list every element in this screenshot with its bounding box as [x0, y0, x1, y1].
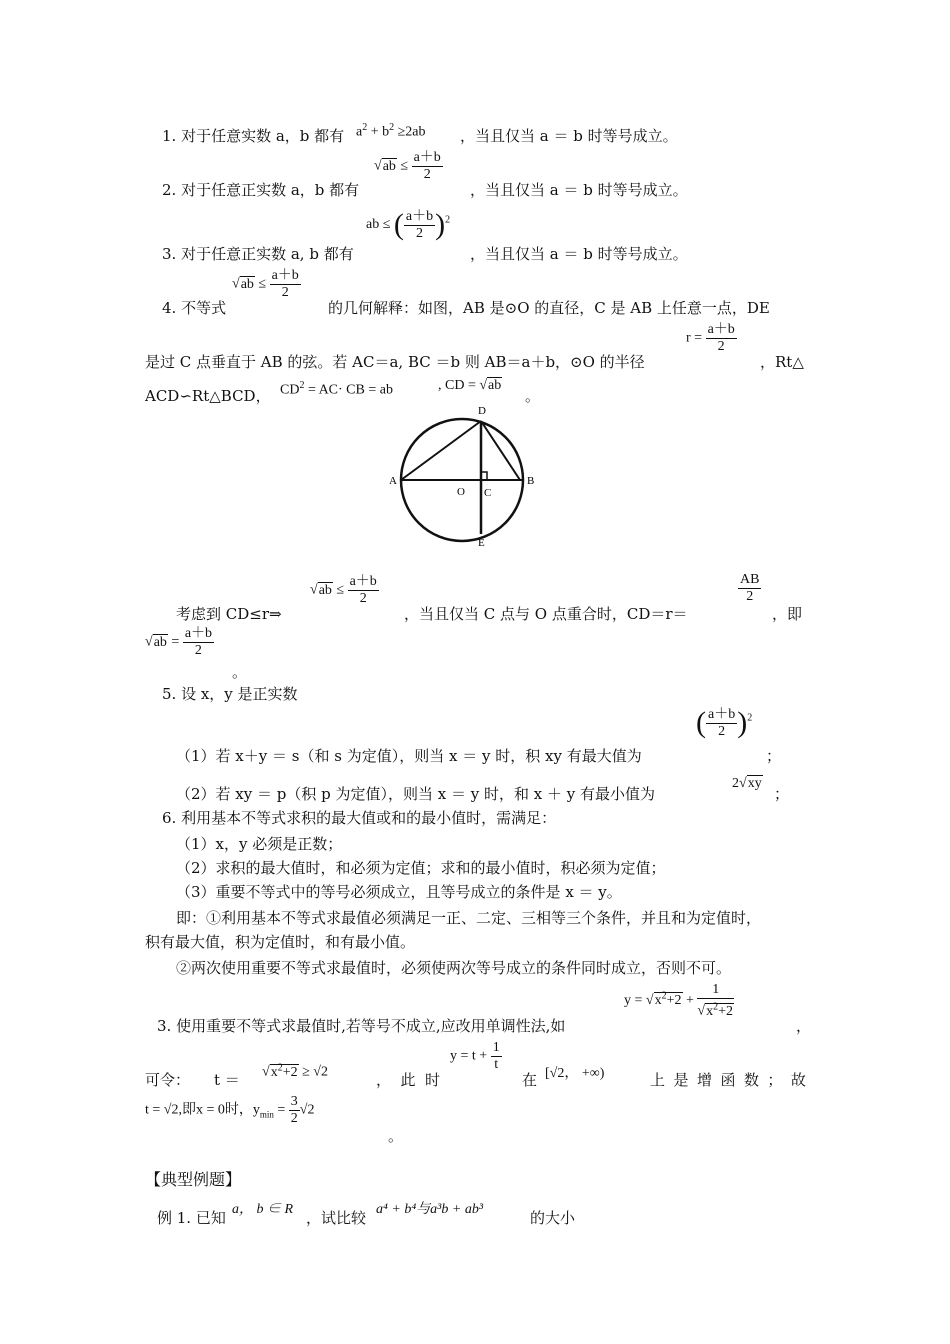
- example-1-mid: ，试比较: [306, 1209, 367, 1227]
- formula-ab-over-2: $\frac{AB}{2}$: [740, 572, 760, 604]
- item-7-end: 。: [388, 1127, 404, 1145]
- item-7-text: 3. 使用重要不等式求最值时,若等号不成立,应改用单调性法,如: [157, 1017, 566, 1035]
- label-a: A: [389, 475, 397, 487]
- formula-sqrt-ab-le-mean-2: √ab ≤ $\frac{a+b}{2}$: [232, 268, 299, 300]
- item-4-line-2: 是过 C 点垂直于 AB 的弦。若 AC＝a, BC ＝b 则 AB＝a＋b，⊙O 的半径: [145, 353, 645, 371]
- example-1-pre: 例 1. 已知: [157, 1209, 226, 1227]
- item-7-comma: ，: [796, 1017, 812, 1035]
- item-5-head: 5. 设 x，y 是正实数: [162, 685, 298, 703]
- consider-pre: 考虑到 CD≤r⇒: [176, 605, 282, 623]
- segment-ad: [401, 421, 481, 480]
- let-words: 可 令：: [145, 1071, 191, 1089]
- item-6-cond-3: （3）重要不等式中的等号必须成立，且等号成立的条件是 x ＝ y。: [176, 883, 622, 901]
- item-4-pre: 4. 不等式: [162, 299, 227, 317]
- now-words: ， 此 时: [376, 1071, 440, 1089]
- item-6-note-2: ②两次使用重要不等式求最值时，必须使两次等号成立的条件同时成立，否则不可。: [176, 959, 732, 977]
- formula-a-b-in-r: a， b ∈ R: [232, 1202, 294, 1217]
- formula-max-product: ( $\frac{a+b}{2}$ )$^2$: [696, 706, 753, 739]
- item-5-part-1-end: ；: [766, 747, 782, 765]
- formula-t-final-min: t = √2,即x = 0时，$y_{min}$ = $\frac{3}{2}$ √2: [145, 1094, 315, 1126]
- in-word: 在: [522, 1071, 538, 1089]
- item-6-note-1b: 积有最大值，积为定值时，和有最小值。: [145, 933, 416, 951]
- section-title: 【典型例题】: [145, 1170, 242, 1189]
- item-6-note-1a: 即：①利用基本不等式求最值必须满足一正、二定、三相等三个条件，并且和为定值时，: [176, 909, 762, 927]
- item-5-part-2-end: ；: [774, 785, 790, 803]
- formula-a2-b2-ge-2ab: $a^2 + b^2 \ge 2ab$: [356, 122, 426, 140]
- consider-post: ，即: [772, 605, 803, 623]
- consider-end: 。: [232, 663, 248, 681]
- formula-sqrt-ab-le-mean-3: √ab ≤ $\frac{a+b}{2}$: [310, 574, 377, 606]
- formula-ab-le-mean-squared: ab ≤ ( $\frac{a+b}{2}$ )$^2$: [366, 208, 451, 241]
- item-6-cond-1: （1）x，y 必须是正数；: [176, 835, 343, 853]
- formula-radius: r = $\frac{a+b}{2}$: [686, 322, 735, 354]
- label-e: E: [478, 537, 485, 549]
- item-3-pre: 3. 对于任意正实数 a, b 都有: [162, 245, 354, 263]
- label-b: B: [527, 475, 535, 487]
- formula-2-sqrt-xy: 2√xy: [732, 776, 762, 791]
- formula-y-t-plus-inverse: y = t + $\frac{1}{t}$: [450, 1040, 500, 1072]
- item-4-post: 的几何解释：如图，AB 是⊙O 的直径，C 是 AB 上任意一点，DE: [328, 299, 770, 317]
- label-o: O: [457, 486, 465, 498]
- formula-sqrt-ab-le-mean: √ab ≤ $\frac{a+b}{2}$: [374, 150, 441, 182]
- item-2-pre: 2. 对于任意正实数 a，b 都有: [162, 181, 360, 199]
- circle-diagram: [384, 400, 544, 550]
- item-6-head: 6. 利用基本不等式求积的最大值或和的最小值时，需满足：: [162, 809, 557, 827]
- example-1-post: 的大小: [530, 1209, 576, 1227]
- item-4-line-3: ACD∽Rt△BCD，: [145, 387, 271, 405]
- item-6-cond-2: （2）求积的最大值时，和必须为定值；求和的最小值时，积必须为定值；: [176, 859, 666, 877]
- item-1-pre: 1. 对于任意实数 a，b 都有: [162, 127, 345, 145]
- item-5-part-1: （1）若 x＋y ＝ s（和 s 为定值），则当 x ＝ y 时，积 xy 有最大值为: [176, 747, 642, 765]
- formula-cd-squared: $CD^2 = AC\cdot$ CB = ab: [280, 380, 393, 398]
- item-1-post: ，当且仅当 a ＝ b 时等号成立。: [460, 127, 678, 145]
- consider-mid: ，当且仅当 C 点与 O 点重合时，CD＝r＝: [404, 605, 688, 623]
- formula-sqrt-ge-root2: $√x^2+2 \ge √2$: [262, 1062, 328, 1080]
- formula-interval: [√2， +∞): [545, 1066, 605, 1081]
- formula-compare-expressions: a⁴ + b⁴与a³b + ab³: [376, 1202, 484, 1217]
- formula-y-example: $y = √x^2+2$ + $\frac{1}{√x^2+2}$: [624, 982, 733, 1019]
- item-3-post: ，当且仅当 a ＝ b 时等号成立。: [470, 245, 688, 263]
- label-d: D: [478, 405, 486, 417]
- formula-cd-sqrt-ab: , CD = √ab: [438, 378, 502, 393]
- item-5-part-2: （2）若 xy ＝ p（积 p 为定值），则当 x ＝ y 时，和 x ＋ y 有最小值为: [176, 785, 656, 803]
- increasing-words: 上 是 增 函 数 ； 故: [650, 1071, 806, 1089]
- item-4-line-2-tail: ，Rt△: [760, 353, 804, 371]
- item-4-line-3-end: 。: [525, 387, 541, 405]
- item-2-post: ，当且仅当 a ＝ b 时等号成立。: [470, 181, 688, 199]
- formula-sqrt-ab-eq-mean: √ab = $\frac{a+b}{2}$: [145, 626, 213, 658]
- label-c: C: [484, 487, 492, 499]
- t-equals: t ＝: [214, 1071, 240, 1089]
